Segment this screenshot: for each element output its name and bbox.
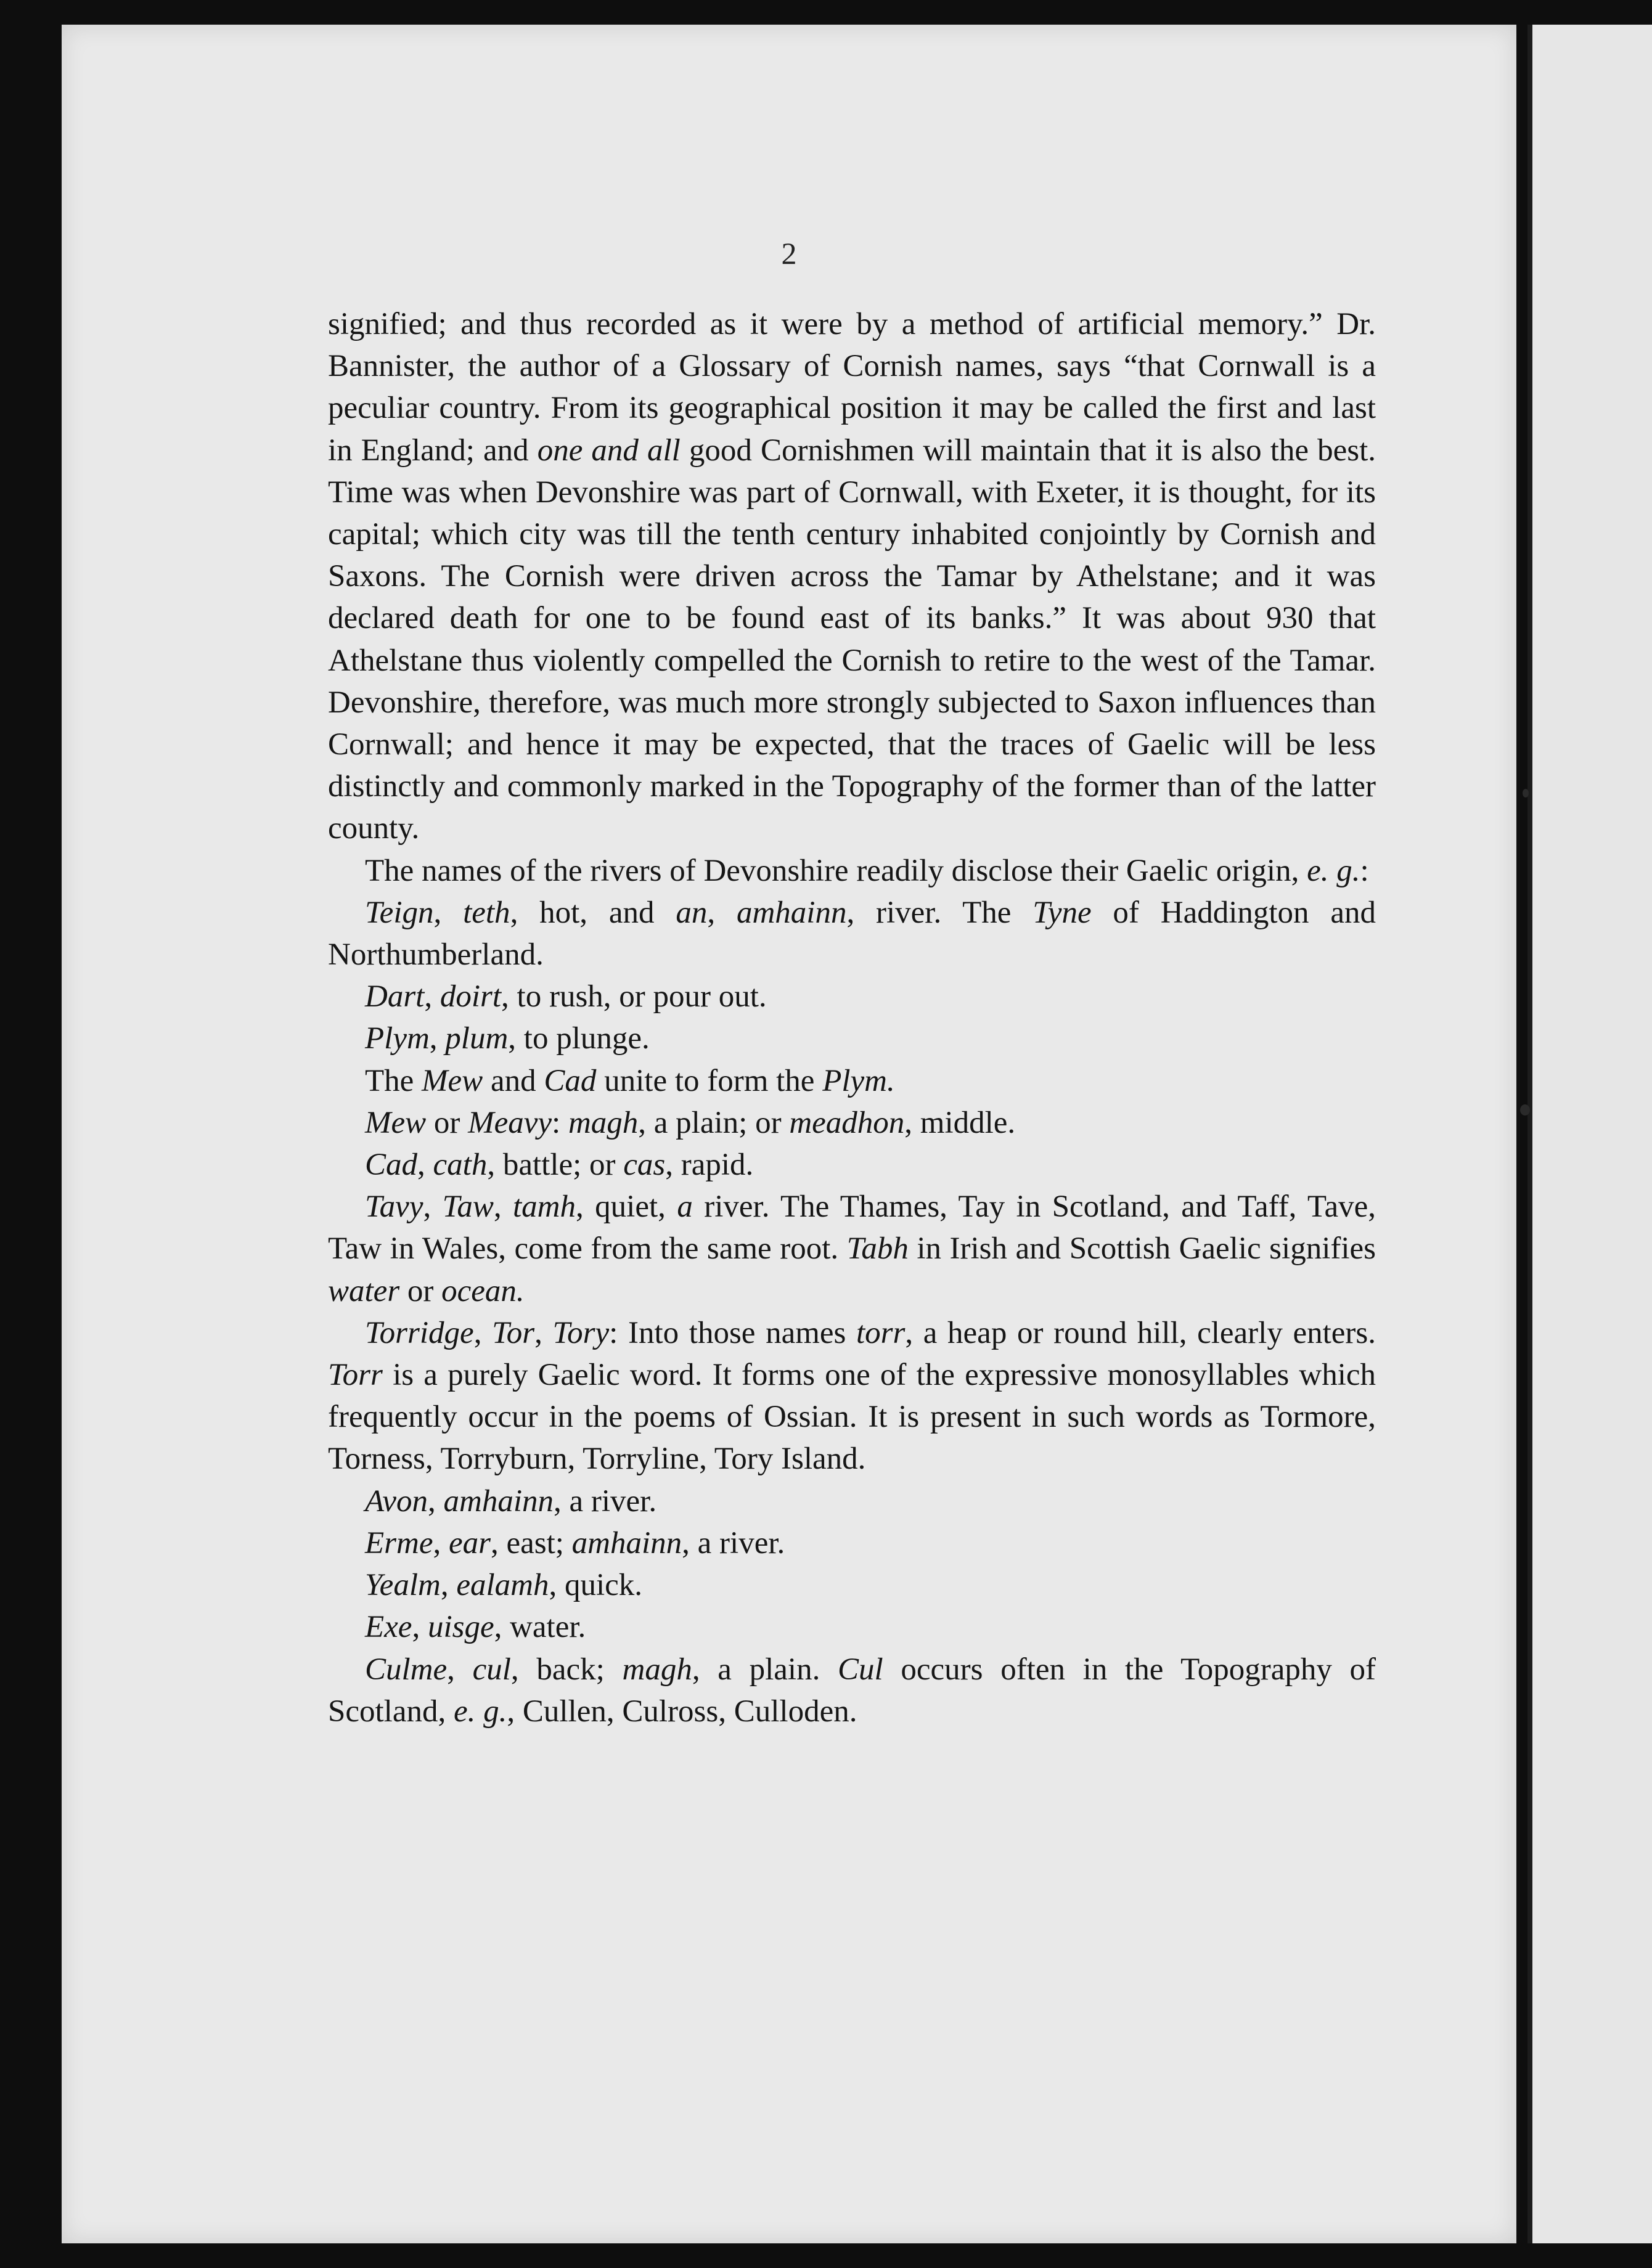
- text-run: ,: [429, 1021, 446, 1056]
- italic-term: Plym: [365, 1021, 430, 1056]
- italic-term: e. g.: [1307, 853, 1360, 888]
- paragraph-rivers-intro: [328, 850, 1376, 892]
- italic-term: Tyne: [1032, 895, 1092, 930]
- italic-term: tamh: [513, 1189, 576, 1225]
- italic-term: uisge: [427, 1610, 494, 1645]
- italic-term: Tabh: [846, 1231, 909, 1267]
- text-run: , a river.: [553, 1483, 657, 1519]
- italic-term: ocean.: [441, 1273, 525, 1308]
- italic-term: amhainn: [736, 895, 847, 930]
- text-run: , a plain.: [692, 1652, 838, 1687]
- italic-term: amhainn: [571, 1525, 682, 1560]
- text-run: : Into those names: [609, 1315, 856, 1350]
- text-run: ,: [424, 979, 440, 1014]
- italic-term: meadhon: [789, 1105, 905, 1140]
- text-run: , to rush, or pour out.: [501, 979, 767, 1014]
- text-run: ,: [534, 1315, 553, 1350]
- text-run: , rapid.: [665, 1148, 754, 1183]
- entry-avon: [328, 1480, 1376, 1522]
- paragraph-cornwall: [328, 303, 1376, 850]
- italic-term: Tor: [492, 1315, 535, 1350]
- text-run: occurs often in the Topography of Scotland,: [328, 1652, 1376, 1729]
- italic-term: Mew: [365, 1105, 427, 1140]
- italic-term: Yealm: [365, 1568, 441, 1603]
- italic-term: Torr: [328, 1358, 383, 1393]
- italic-term: Erme: [365, 1525, 433, 1560]
- book-page: [62, 25, 1516, 2243]
- entry-cad: [328, 1144, 1376, 1186]
- text-run: ,: [707, 895, 737, 930]
- text-run: , quick.: [549, 1568, 643, 1603]
- text-run: ,: [440, 1568, 457, 1603]
- entry-erme: [328, 1522, 1376, 1564]
- adjacent-page-edge: [1527, 25, 1652, 2243]
- italic-term: Torridge: [365, 1315, 474, 1350]
- text-run: signified; and thus recorded as it were by a method of artificial memory.” Dr. Bannister, the author of a Glossary of Cornish names, says “that Cornwall is a peculiar country. From its geographical position it may be called the first and last in England; and: [328, 307, 1376, 468]
- italic-term: Cad: [365, 1148, 418, 1183]
- text-run: :: [552, 1105, 568, 1140]
- italic-term: water: [328, 1273, 400, 1308]
- text-run: ,: [433, 1525, 449, 1560]
- italic-term: an: [676, 895, 708, 930]
- text-run: ,: [493, 1189, 513, 1225]
- italic-term: Dart: [365, 979, 425, 1014]
- text-run: ,: [447, 1652, 473, 1687]
- italic-term: Cul: [838, 1652, 883, 1687]
- entry-culme: [328, 1649, 1376, 1732]
- italic-term: teth: [463, 895, 510, 930]
- italic-term: Avon: [365, 1483, 428, 1519]
- italic-term: Meavy: [468, 1105, 552, 1140]
- italic-term: a: [677, 1189, 693, 1225]
- text-run: is a purely Gaelic word. It forms one of the expressive monosyllables which frequently occur in the poems of Ossian. It is present in such words as Tormore, Torness, Torryburn, Torryline, Tory Island.: [328, 1358, 1376, 1477]
- text-run: , quiet,: [576, 1189, 677, 1225]
- text-run: The: [365, 1063, 422, 1098]
- entry-plym: [328, 1018, 1376, 1059]
- entry-torridge: [328, 1312, 1376, 1480]
- text-run: , to plunge.: [508, 1021, 650, 1056]
- text-run: , hot, and: [510, 895, 676, 930]
- page-number: 2: [781, 236, 797, 271]
- italic-term: one and all: [537, 433, 681, 468]
- text-run: The names of the rivers of Devonshire readily disclose their Gaelic origin,: [365, 853, 1307, 888]
- italic-term: amhainn: [443, 1483, 554, 1519]
- text-run: unite to form the: [596, 1063, 823, 1098]
- italic-term: Teign: [365, 895, 434, 930]
- italic-term: cas: [623, 1148, 666, 1183]
- text-run: , battle; or: [487, 1148, 624, 1183]
- entry-dart: [328, 976, 1376, 1018]
- text-run: , Cullen, Culross, Culloden.: [507, 1694, 857, 1729]
- italic-term: Tory: [552, 1315, 610, 1350]
- italic-term: magh: [622, 1652, 692, 1687]
- italic-term: Cad: [544, 1063, 597, 1098]
- italic-term: Mew: [422, 1063, 483, 1098]
- entry-teign: [328, 892, 1376, 976]
- text-run: ,: [417, 1148, 433, 1183]
- italic-term: e. g.: [453, 1694, 507, 1729]
- text-run: ,: [473, 1315, 493, 1350]
- text-run: or: [426, 1105, 468, 1140]
- italic-term: Plym.: [822, 1063, 895, 1098]
- text-run: in Irish and Scottish Gaelic signifies: [908, 1231, 1376, 1267]
- italic-term: Exe: [365, 1610, 412, 1645]
- text-run: , a heap or round hill, clearly enters.: [905, 1315, 1376, 1350]
- text-run: , back;: [510, 1652, 623, 1687]
- text-run: , a river.: [682, 1525, 785, 1560]
- entry-mew-cad: [328, 1060, 1376, 1102]
- text-run: ,: [412, 1610, 428, 1645]
- text-run: , river. The: [846, 895, 1033, 930]
- text-run: ,: [427, 1483, 444, 1519]
- page-gutter: [1527, 25, 1532, 2243]
- text-run: ,: [423, 1189, 443, 1225]
- italic-term: Tavy: [365, 1189, 423, 1225]
- text-run: , a plain; or: [638, 1105, 790, 1140]
- entry-mew: [328, 1102, 1376, 1144]
- italic-term: Taw: [442, 1189, 494, 1225]
- text-run: or: [399, 1273, 442, 1308]
- entry-tavy: [328, 1186, 1376, 1312]
- italic-term: cul: [472, 1652, 511, 1687]
- italic-term: torr: [856, 1315, 906, 1350]
- body-text: [328, 303, 1376, 1732]
- text-run: good Cornishmen will maintain that it is also the best. Time was when Devonshire was part of Cornwall, with Exeter, it is thought, for its capital; which city was till the tenth century inhabited conjointly by Cornish and Saxons. The Cornish were driven across the Tamar by Athelstane; and it was declared death for one to be found east of its banks.” It was about 930 that Athelstane thus violently compelled the Cornish to retire to the west of the Tamar. Devonshire, therefore, was much more strongly subjected to Saxon influences than Cornwall; and hence it may be expected, that the traces of Gaelic will be less distinctly and commonly marked in the Topography of the former than of the latter county.: [328, 433, 1376, 846]
- text-run: , middle.: [904, 1105, 1016, 1140]
- ink-speck: [1520, 1104, 1530, 1116]
- text-run: ,: [433, 895, 464, 930]
- text-run: :: [1360, 853, 1369, 888]
- italic-term: Culme: [365, 1652, 448, 1687]
- entry-yealm: [328, 1564, 1376, 1606]
- ink-speck: [1523, 789, 1529, 797]
- italic-term: doirt: [440, 979, 502, 1014]
- italic-term: magh: [568, 1105, 639, 1140]
- text-run: river. The Thames, Tay in Scotland, and Taff, Tave, Taw in Wales, come from the same root.: [328, 1189, 1376, 1267]
- italic-term: cath: [433, 1148, 488, 1183]
- text-run: , water.: [494, 1610, 586, 1645]
- entry-exe: [328, 1606, 1376, 1648]
- text-run: , east;: [490, 1525, 572, 1560]
- text-run: and: [483, 1063, 544, 1098]
- italic-term: plum: [445, 1021, 509, 1056]
- italic-term: ear: [448, 1525, 491, 1560]
- italic-term: ealamh: [456, 1568, 549, 1603]
- text-run: of Haddington and Northumberland.: [328, 895, 1376, 973]
